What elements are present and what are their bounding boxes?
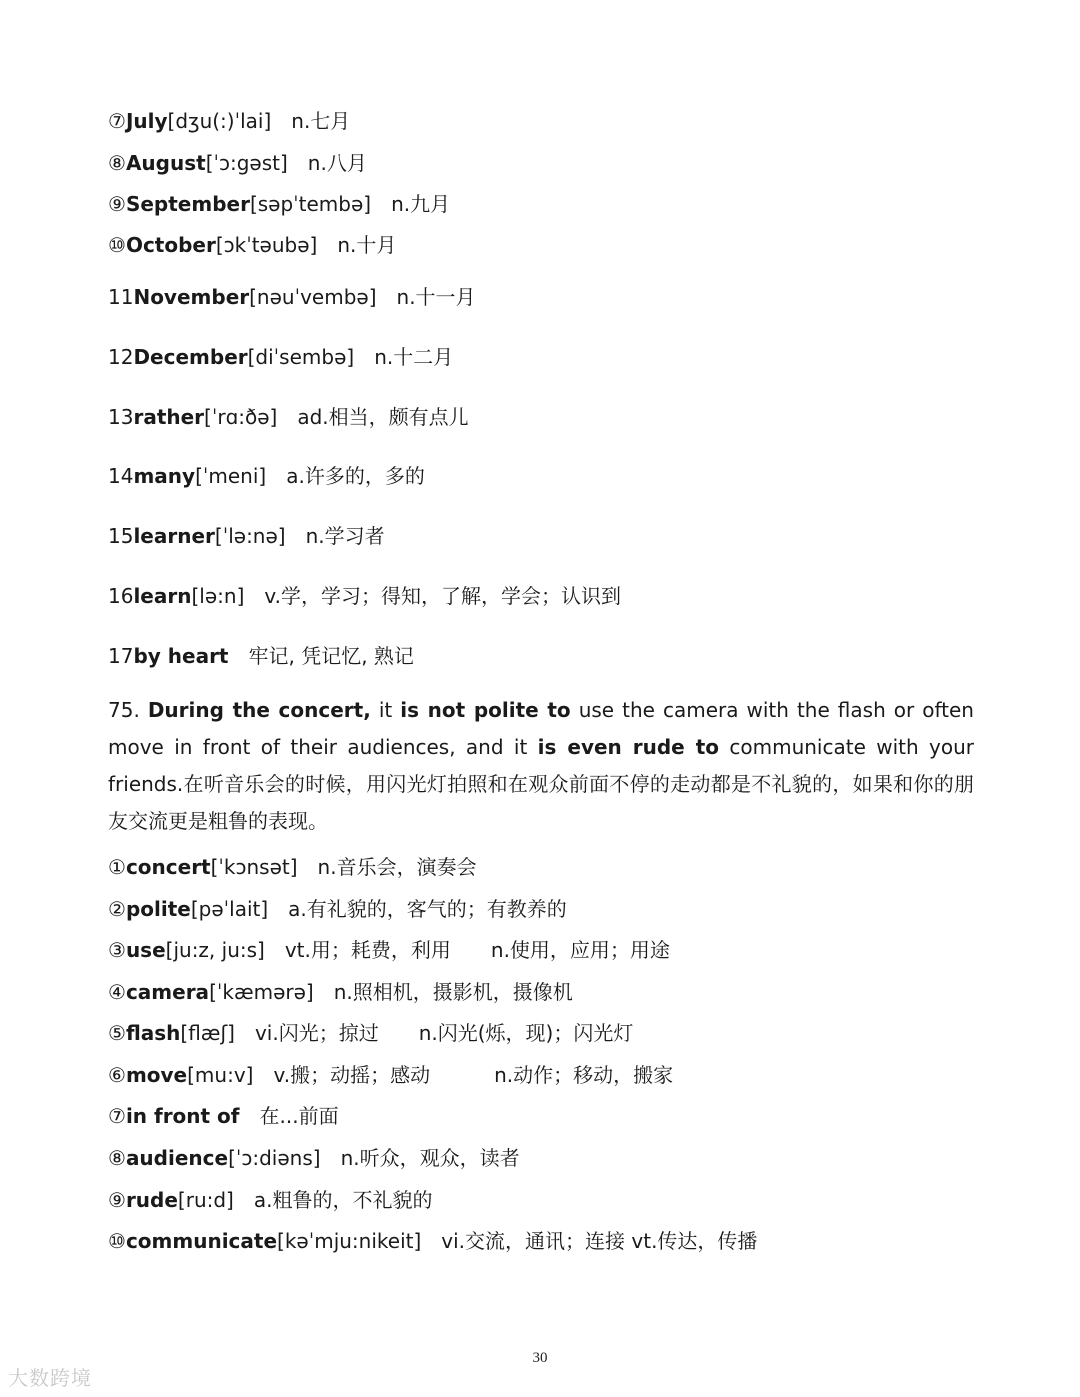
entry-word: learn <box>133 584 192 608</box>
vocab-entry-use <box>108 937 670 963</box>
entry-number: 13 <box>108 405 134 429</box>
entry-phonetic: [ru:d] <box>177 1188 234 1212</box>
vocab-entry-learn <box>108 583 621 609</box>
entry-word: September <box>125 192 250 216</box>
entry-definition: n.音乐会，演奏会 <box>317 855 477 879</box>
entry-definition: vi.闪光；掠过 <box>254 1021 379 1045</box>
entry-word: learner <box>133 524 215 548</box>
entry-definition: n.十月 <box>337 233 397 257</box>
entry-word: audience <box>125 1146 229 1170</box>
entry-number: 14 <box>108 464 134 488</box>
entry-phonetic: [dʒu(:)ˈlai] <box>167 109 272 133</box>
entry-phonetic: [nəuˈvembə] <box>249 285 377 309</box>
entry-phonetic: [ɔkˈtəubə] <box>215 233 318 257</box>
entry-number: 12 <box>108 345 134 369</box>
entry-number: 17 <box>108 644 134 668</box>
bold-phrase: During the concert, <box>147 698 371 722</box>
sentence-number: 75. <box>108 698 148 722</box>
entry-definition-noun: n.使用，应用；用途 <box>490 938 670 962</box>
entry-definition: n.照相机，摄影机，摄像机 <box>333 980 573 1004</box>
entry-word: camera <box>125 980 210 1004</box>
entry-phonetic: [pəˈlait] <box>190 897 269 921</box>
entry-word: many <box>133 464 196 488</box>
entry-word: October <box>125 233 216 257</box>
entry-definition-noun: n.动作；移动，搬家 <box>494 1063 674 1087</box>
sentence-text-with-translation: communicate with your friends.在听音乐会的时候，用闪光灯拍照和在观众前面不停的走动都是不礼貌的，如果和你的朋友交流更是粗鲁的表现。 <box>108 735 974 833</box>
entry-definition: a.有礼貌的，客气的；有教养的 <box>288 897 567 921</box>
entry-definition: v.搬；动摇；感动 <box>273 1063 431 1087</box>
entry-definition: vi.交流，通讯；连接 vt.传达，传播 <box>441 1229 758 1253</box>
entry-word: by heart <box>133 644 229 668</box>
entry-phonetic: [kəˈmju:nikeit] <box>277 1229 422 1253</box>
vocab-entry-flash <box>108 1020 633 1046</box>
entry-number: ③ <box>108 938 126 962</box>
entry-number: 16 <box>108 584 134 608</box>
entry-definition: a.许多的，多的 <box>286 464 425 488</box>
entry-number: ⑨ <box>108 1188 126 1212</box>
entry-word: concert <box>125 855 211 879</box>
entry-number: ⑦ <box>108 1104 126 1128</box>
entry-definition: a.粗鲁的，不礼貌的 <box>253 1188 433 1212</box>
entry-number: ⑧ <box>108 151 126 175</box>
vocab-entry-many <box>108 463 425 489</box>
entry-number: ⑩ <box>108 1229 126 1253</box>
entry-definition: n.七月 <box>291 109 351 133</box>
vocab-entry-rude <box>108 1187 432 1213</box>
entry-phonetic: [ˈkæmərə] <box>209 980 314 1004</box>
entry-phonetic: [lə:n] <box>191 584 245 608</box>
entry-phonetic: [ˈlə:nə] <box>214 524 286 548</box>
entry-definition: v.学，学习；得知，了解，学会；认识到 <box>264 584 622 608</box>
vocab-entry-july <box>108 108 350 134</box>
sentence-text: use the camera with the flash or often move in front of their audiences, and it <box>108 698 974 759</box>
vocab-entry-camera <box>108 979 573 1005</box>
entry-word: use <box>125 938 166 962</box>
entry-number: ② <box>108 897 126 921</box>
vocab-entry-november <box>108 284 476 310</box>
entry-definition: 在...前面 <box>259 1104 339 1128</box>
entry-definition: n.学习者 <box>305 524 385 548</box>
vocab-entry-polite <box>108 896 567 922</box>
entry-number: ⑨ <box>108 192 126 216</box>
example-sentence-paragraph <box>108 692 974 840</box>
entry-number: ⑩ <box>108 233 126 257</box>
entry-word: move <box>125 1063 188 1087</box>
entry-number: ⑤ <box>108 1021 126 1045</box>
entry-phonetic: [ˈɔ:diəns] <box>228 1146 321 1170</box>
bold-phrase: is even rude to <box>537 735 720 759</box>
entry-phonetic: [mu:v] <box>187 1063 254 1087</box>
entry-number: ④ <box>108 980 126 1004</box>
bold-phrase: is not polite to <box>400 698 571 722</box>
vocab-entry-move <box>108 1062 673 1088</box>
entry-word: polite <box>125 897 191 921</box>
entry-number: 15 <box>108 524 134 548</box>
sentence-text: it <box>370 698 401 722</box>
vocab-entry-by-heart <box>108 643 414 669</box>
entry-phonetic: [diˈsembə] <box>247 345 355 369</box>
entry-number: 11 <box>108 285 134 309</box>
entry-word: communicate <box>125 1229 278 1253</box>
vocab-entry-october <box>108 232 396 258</box>
entry-definition: n.听众，观众，读者 <box>340 1146 520 1170</box>
entry-definition: n.十一月 <box>396 285 476 309</box>
entry-word: August <box>125 151 206 175</box>
entry-phonetic: [səpˈtembə] <box>249 192 372 216</box>
vocab-entry-learner <box>108 523 385 549</box>
vocab-entry-august <box>108 150 367 176</box>
vocab-entry-september <box>108 191 450 217</box>
entry-word: rude <box>125 1188 178 1212</box>
entry-phonetic: [ˈɔ:gəst] <box>205 151 288 175</box>
entry-phonetic: [ju:z, ju:s] <box>165 938 265 962</box>
page-number: 30 <box>532 1350 548 1366</box>
entry-definition: n.九月 <box>391 192 451 216</box>
entry-definition: n.十二月 <box>374 345 454 369</box>
entry-word: July <box>125 109 168 133</box>
entry-definition: ad.相当，颇有点儿 <box>297 405 469 429</box>
entry-phonetic: [ˈmeni] <box>195 464 267 488</box>
entry-definition: n.八月 <box>307 151 367 175</box>
entry-phonetic: [flæʃ] <box>180 1021 235 1045</box>
vocab-entry-audience <box>108 1145 520 1171</box>
entry-word: in front of <box>125 1104 240 1128</box>
entry-phonetic: [ˈrɑ:ðə] <box>204 405 278 429</box>
entry-word: flash <box>125 1021 181 1045</box>
vocab-entry-concert <box>108 854 477 880</box>
vocab-entry-communicate <box>108 1228 757 1254</box>
entry-number: ① <box>108 855 126 879</box>
entry-definition: vt.用；耗费，利用 <box>284 938 451 962</box>
entry-word: November <box>133 285 250 309</box>
vocab-entry-december <box>108 344 453 370</box>
entry-word: December <box>133 345 248 369</box>
entry-number: ⑦ <box>108 109 126 133</box>
entry-number: ⑥ <box>108 1063 126 1087</box>
watermark-logo: 大数跨境 <box>8 1366 92 1390</box>
entry-definition-noun: n.闪光(烁，现)；闪光灯 <box>418 1021 634 1045</box>
entry-number: ⑧ <box>108 1146 126 1170</box>
entry-phonetic: [ˈkɔnsət] <box>210 855 298 879</box>
vocab-entry-in-front-of <box>108 1103 339 1129</box>
entry-word: rather <box>133 405 205 429</box>
vocab-entry-rather <box>108 404 469 430</box>
entry-definition: 牢记, 凭记忆, 熟记 <box>248 644 414 668</box>
